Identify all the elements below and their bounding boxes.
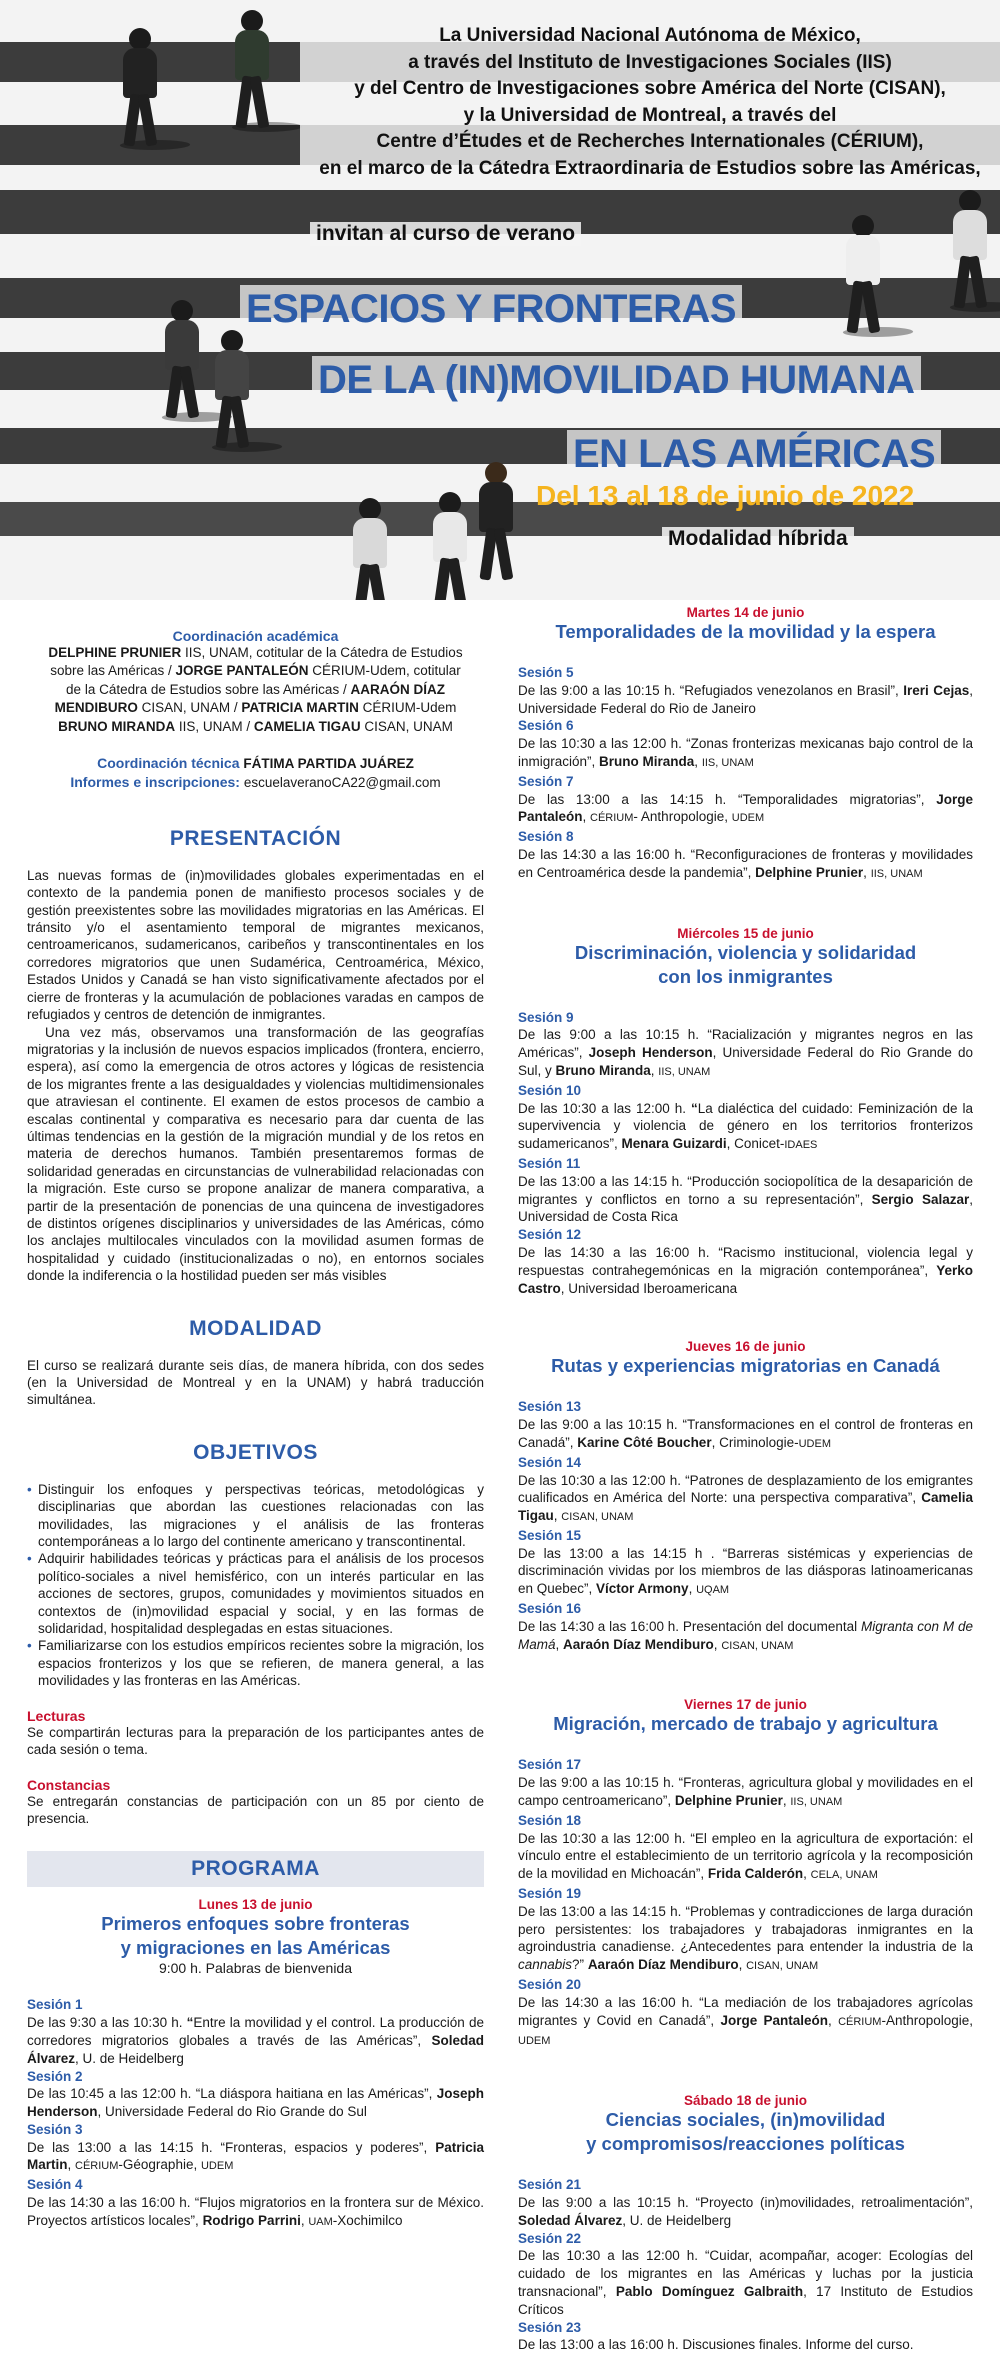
session-text-part: De las 13:00 a las 14:15 h. “Temporalidades migratorias”, [518, 791, 937, 807]
coordinator-name: MENDIBURO [54, 700, 138, 716]
session-text-part: De las 14:30 a las 16:00 h. “La mediación de los trabajadores agrícolas migrantes y Covid en Canadá”, [518, 1994, 973, 2028]
session-text-part: , Universidad Iberoamericana [560, 1280, 738, 1296]
session-text [518, 846, 973, 884]
session-label: Sesión 22 [518, 2230, 582, 2246]
coordinator-affiliation: CISAN, UNAM [360, 718, 453, 734]
day-title: Ciencias sociales, (in)movilidad [605, 2109, 886, 2131]
day-name: Jueves 16 de junio [685, 1339, 806, 1355]
hero-intro [300, 20, 1000, 185]
registration-email[interactable]: escuelaveranoCA22@gmail.com [243, 775, 441, 791]
objectives-heading: OBJETIVOS [193, 1440, 318, 1464]
day-name: Viernes 17 de junio [684, 1697, 807, 1713]
objective-item: • Adquirir habilidades teóricas y prácticas para el análisis de los procesos político-sociales a nivel hemisférico, con un interés particular en las acciones de sectores, grupos, comunidades y movimientos situados en contextos de (in)movilidad espacial y social, y en las formas de solidaridad, hospitalidad desplegadas en estas situaciones. [27, 1550, 484, 1637]
session-text-part: , [803, 1866, 811, 1882]
objective-item: • Familiarizarse con los estudios empíricos recientes sobre la migración, los espacios fronterizos y los que se refieren, de manera general, a las movilidades y las fronteras en las Américas. [27, 1637, 484, 1689]
session-text [518, 1618, 973, 1656]
institution-abbr: IIS, UNAM [870, 867, 923, 880]
session-label: Sesión 20 [518, 1977, 582, 1993]
pedestrian-figure [940, 190, 1000, 314]
session-text-part: La dialéctica del cuidado: Feminización de la supervivencia y violencia de género en los territorios fronterizos sudamericanos”, [518, 1100, 973, 1152]
session-text-part: , [863, 864, 871, 880]
session-text [518, 1244, 973, 1297]
speaker-name: Patricia Martin [27, 2139, 484, 2173]
session-text-part: , Conicet- [726, 1136, 785, 1152]
coordinator-affiliation: CISAN, UNAM / [137, 700, 242, 716]
institution-abbr: CÉRIUM [590, 812, 634, 825]
institution-abbr: UQAM [696, 1584, 730, 1597]
speaker-name: Karine Côté Boucher [577, 1434, 712, 1450]
certificates-text: Se entregarán constancias de participación con un 85 por ciento de presencia. [27, 1793, 484, 1826]
day-subtitle: 9:00 h. Palabras de bienvenida [158, 1960, 353, 1977]
session-text-part: -Xochimilco [332, 2212, 403, 2228]
session-label: Sesión 11 [518, 1155, 581, 1171]
session-text-part: De las 10:30 a las 12:00 h. “Zonas fronterizas mexicanas bajo control de la inmigración”, [518, 736, 973, 769]
coordinator-name: JORGE PANTALEÓN [175, 663, 309, 679]
speaker-name: Aaraón Díaz Mendiburo [563, 1636, 714, 1652]
session-text-part: De las 10:45 a las 12:00 h. “La diáspora haitiana en las Américas”, [27, 2086, 437, 2102]
session-text-part: De las 14:30 a las 16:00 h. “Reconfiguraciones de fronteras y movilidades en Centroamérica desde la pandemia”, [518, 846, 973, 880]
intro-line: y del Centro de Investigaciones sobre América del Norte (CISAN), [354, 78, 946, 99]
registration-info [27, 773, 484, 792]
speaker-name: Sergio Salazar [871, 1191, 970, 1207]
day-block-friday [518, 1697, 973, 2051]
session-label: Sesión 9 [518, 1009, 574, 1025]
institution-abbr: UDEM [518, 2035, 551, 2048]
program-heading: PROGRAMA [191, 1857, 320, 1881]
italic-text: cannabis [518, 1957, 573, 1973]
course-title-line-1: ESPACIOS Y FRONTERAS [240, 285, 742, 333]
session-text [518, 1100, 973, 1155]
session-label: Sesión 21 [518, 2177, 582, 2193]
day-block-wednesday [518, 926, 973, 1298]
pedestrian-figure [833, 215, 893, 339]
modality-heading: MODALIDAD [189, 1316, 322, 1340]
day-block-tuesday [518, 605, 973, 884]
session-label: Sesión 6 [518, 718, 574, 734]
session-text [518, 1774, 973, 1812]
intro-line: Centre d’Études et de Recherches Internationales (CÉRIUM), [376, 131, 924, 152]
session-text-part: , [688, 1581, 697, 1597]
session-text-part: , [555, 1636, 564, 1652]
session-text [518, 1994, 973, 2051]
session-text-part: -Géographie, [118, 2157, 201, 2173]
day-block-saturday [518, 2093, 973, 2354]
session-label: Sesión 10 [518, 1082, 582, 1098]
coordination-line [27, 681, 484, 699]
intro-box [300, 20, 1000, 185]
readings-heading: Lecturas [27, 1707, 86, 1724]
session-text-part: , Universidade Federal do Rio de Janeiro [518, 682, 973, 716]
coordinator-affiliation: sobre las Américas / [50, 663, 176, 679]
institution-abbr: CISAN, UNAM [561, 1511, 634, 1524]
session-label: Sesión 7 [518, 773, 574, 789]
spacer [518, 2156, 973, 2176]
speaker-name: Delphine Prunier [755, 864, 864, 880]
session-text [518, 1472, 973, 1527]
session-text-part: , [782, 1793, 791, 1809]
institution-abbr: CÉRIUM [838, 2015, 882, 2028]
speaker-name: Aaraón Díaz Mendiburo [587, 1957, 739, 1973]
session-text [518, 682, 973, 718]
session-text-part: -Anthropologie, [881, 2012, 974, 2028]
pedestrian-figure [222, 10, 282, 134]
session-label: Sesión 4 [27, 2177, 83, 2193]
speaker-name: “ [186, 2015, 194, 2031]
speaker-name: Jorge Pantaleón [518, 791, 973, 825]
session-text [518, 1903, 973, 1976]
speaker-name: Joseph Henderson [588, 1045, 713, 1061]
spacer [518, 989, 973, 1009]
session-text [518, 1173, 973, 1226]
coordinator-name: DELPHINE PRUNIER [48, 645, 182, 660]
session-text-part: De las 10:30 a las 12:00 h. “El empleo en la agricultura de exportación: el vínculo entre el establecimiento de un territorio agrícola y la recomposición de la movilidad en Michoacán”, [518, 1830, 973, 1882]
spacer [518, 1736, 973, 1756]
speaker-name: Joseph Henderson [27, 2086, 484, 2120]
speaker-name: Frida Calderón [707, 1866, 804, 1882]
session-text-part: De las 9:00 a las 10:15 h. “Racialización y migrantes negros en las Américas”, [518, 1027, 973, 1061]
coordination-text [27, 644, 484, 736]
session-text-part: , Universidade Federal do Rio Grande do Sul [97, 2104, 367, 2120]
session-text-part: , [553, 1508, 562, 1524]
italic-text: Migranta con M de Mamá [518, 1618, 973, 1652]
session-text-part: , 17 Instituto de Estudios Críticos [518, 2284, 973, 2317]
session-text [518, 1416, 973, 1454]
session-text-part: De las 9:00 a las 10:15 h. “Proyecto (in)movilidades, retroalimentación”, [518, 2195, 973, 2211]
spacer [518, 644, 973, 664]
institution-abbr: UDEM [798, 1437, 831, 1450]
day-title: Discriminación, violencia y solidaridad [574, 941, 917, 963]
day-title: Temporalidades de la movilidad y la espera [555, 621, 936, 642]
day-block-monday [27, 1897, 484, 2231]
session-text-part: , [300, 2212, 309, 2228]
session-label: Sesión 23 [518, 2319, 582, 2335]
session-label: Sesión 1 [27, 1997, 83, 2013]
course-title-line-3: EN LAS AMÉRICAS [567, 430, 941, 478]
presentation-paragraph-2: Una vez más, observamos una transformación de las geografías migratorias y la inclusión de nuevos espacios implicados (frontera, encierro, espera), así como la emergencia de otros actores y lógicas de resistencia de los migrantes frente a las desigualdades y violencias multidimensionales que atraviesan el continente. El examen de estos procesos de cambio a escalas continental y comparativa es necesario para dar cuenta de las últimas tendencias en la gestión de la migración mundial y de los retos en materia de derechos humanos. También presentaremos formas de solidaridad generadas en circunstancias de vulnerabilidad relacionadas con la migración. Este curso se propone analizar de manera comparativa, a partir de la presentación de ponencias de una quincena de investigadores de distintos orígenes disciplinarios y universidades de las Américas, cómo los anclajes multilocales vinculados con la movilidad asumen formas de hospitalidad y cuidado (institucionalizadas o no), en entornos sociales donde la indiferencia o la hostilidad pueden ser más visibles [27, 1024, 484, 1284]
session-label: Sesión 15 [518, 1527, 582, 1543]
coordination-line [27, 699, 484, 717]
session-text-part: , Universidade Federal do Rio Grande do Sul, y [518, 1045, 974, 1078]
speaker-name: Bruno Miranda [555, 1062, 651, 1078]
session-text-part: , [738, 1957, 747, 1973]
session-text [518, 2247, 973, 2318]
session-text-part: Entre la movilidad y el control. La producción de corredores migratorios globales a través de las Américas”, [27, 2015, 484, 2048]
session-text [518, 791, 973, 829]
session-text-part: De las 13:00 a las 14:15 h. “Producción sociopolítica de la desaparición de migrantes y conflictos en torno a su representación”, [518, 1173, 973, 1207]
session-text-part: , U. de Heidelberg [622, 2212, 732, 2228]
institution-abbr: CÉRIUM [75, 2160, 119, 2173]
objectives-list [27, 1481, 484, 1690]
coordination-heading: Coordinación académica [172, 628, 339, 644]
session-label: Sesión 18 [518, 1812, 582, 1828]
session-text [518, 2336, 973, 2354]
session-text-part: De las 13:00 a las 16:00 h. Discusiones finales. Informe del curso. [518, 2337, 914, 2353]
certificates-heading: Constancias [27, 1776, 111, 1793]
coordinator-name: CAMELIA TIGAU [253, 718, 361, 734]
intro-line: y la Universidad de Montreal, a través del [463, 104, 837, 126]
session-label: Sesión 19 [518, 1886, 582, 1902]
session-text-part: De las 13:00 a las 14:15 h. “Fronteras, espacios y poderes”, [27, 2139, 436, 2155]
institution-abbr: UDEM [731, 812, 765, 825]
institution-abbr: UDEM [200, 2160, 234, 2173]
session-text [518, 1545, 973, 1600]
day-title: Migración, mercado de trabajo y agricultura [553, 1713, 938, 1735]
day-name: Sábado 18 de junio [683, 2093, 808, 2109]
institution-abbr: IIS, UNAM [701, 756, 754, 769]
program-heading-bar [27, 1851, 484, 1887]
course-title-line-2: DE LA (IN)MOVILIDAD HUMANA [312, 356, 921, 404]
modality-label: Modalidad híbrida [662, 527, 854, 551]
coordinator-name: PATRICIA MARTIN [241, 700, 359, 716]
speaker-name: Rodrigo Parrini [202, 2212, 301, 2228]
session-label: Sesión 8 [518, 829, 574, 845]
session-text-part: , Criminologie- [711, 1434, 799, 1450]
session-text-part: , [828, 2012, 839, 2028]
coordinator-name: AARAÓN DÍAZ [350, 681, 445, 697]
session-label: Sesión 5 [518, 665, 574, 680]
session-text [518, 2194, 973, 2230]
speaker-name: Ireri Cejas [903, 682, 970, 698]
pedestrian-figure [340, 498, 400, 600]
readings-text: Se compartirán lecturas para la preparación de los participantes antes de cada sesión o tema. [27, 1724, 484, 1758]
institution-abbr: CISAN, UNAM [721, 1639, 794, 1652]
registration-label: Informes e inscripciones: [70, 774, 244, 791]
hero-banner [0, 0, 1000, 600]
session-text-part: , U. de Heidelberg [75, 2050, 184, 2066]
session-text-part: De las 14:30 a las 16:00 h. Presentación del documental [518, 1618, 861, 1634]
session-label: Sesión 17 [518, 1757, 582, 1773]
session-label: Sesión 16 [518, 1601, 582, 1617]
pedestrian-figure [466, 462, 526, 586]
session-text-part: De las 9:00 a las 10:15 h. “Fronteras, agricultura global y movilidades en el campo centroamericano”, [518, 1775, 973, 1809]
objective-item: • Distinguir los enfoques y perspectivas teóricas, metodológicas y disciplinarias que abordan las cuestiones relacionadas con las movilidades, las migraciones y el análisis de las fronteras contemporáneas a lo largo del continente americano y transcontinental. [27, 1481, 484, 1551]
session-text-part: De las 14:30 a las 16:00 h. “Flujos migratorios en la frontera sur de México. Proyectos artísticos locales”, [27, 2195, 484, 2228]
session-text-part: De las 10:30 a las 12:00 h. “Patrones de desplazamiento de los emigrantes cualificados en América del Norte: una perspectiva comparativa”, [518, 1472, 973, 1506]
session-text [518, 735, 973, 773]
coordination-line [27, 644, 484, 662]
intro-line: La Universidad Nacional Autónoma de México, [439, 25, 861, 46]
session-text-part: , [650, 1062, 659, 1078]
session-text-part: , [582, 809, 591, 825]
day-title: y compromisos/reacciones políticas [586, 2133, 905, 2155]
speaker-name: Soledad Álvarez [518, 2212, 623, 2228]
session-text [27, 2014, 484, 2067]
coordinator-affiliation: de la Cátedra de Estudios sobre las Américas / [66, 681, 351, 697]
speaker-name: “ [690, 1100, 698, 1116]
institution-abbr: UAM [308, 2215, 333, 2228]
session-text [27, 2085, 484, 2121]
session-text-part: - Anthropologie, [633, 809, 732, 825]
day-name: Martes 14 de junio [686, 605, 805, 620]
session-text-part: , [694, 753, 702, 769]
spacer [27, 1976, 484, 1996]
coordinator-affiliation: IIS, UNAM / [175, 718, 254, 734]
institution-abbr: CISAN, UNAM [746, 1960, 819, 1973]
institution-abbr: IIS, UNAM [790, 1796, 843, 1809]
session-text [518, 1026, 973, 1081]
spacer [518, 1378, 973, 1398]
speaker-name: Víctor Armony [596, 1581, 689, 1597]
session-text [27, 2194, 484, 2232]
intro-line: en el marco de la Cátedra Extraordinaria de Estudios sobre las Américas, [319, 157, 981, 179]
day-title: y migraciones en las Américas [120, 1937, 391, 1959]
speaker-name: Yerko Castro [518, 1262, 973, 1296]
session-text-part: De las 13:00 a las 14:15 h. “Problemas y contradicciones de larga duración pero persistentes: los trabajadores y trabajadoras inmigrantes en la agroindustria canadiense. ¿Antecedentes para entender la industria de la [518, 1903, 973, 1955]
pedestrian-figure [202, 330, 262, 454]
right-column [518, 605, 973, 2354]
technical-coordination [27, 754, 484, 773]
coordination-line [27, 662, 484, 680]
session-text-part: , Universidad de Costa Rica [518, 1191, 973, 1225]
intro-line: a través del Instituto de Investigaciones Sociales (IIS) [408, 51, 892, 73]
speaker-name: Camelia Tigau [518, 1490, 973, 1524]
session-text [518, 1830, 973, 1885]
technical-coordination-name: FÁTIMA PARTIDA JUÁREZ [243, 756, 414, 772]
day-title: Rutas y experiencias migratorias en Canadá [551, 1355, 940, 1377]
coordinator-affiliation: IIS, UNAM, cotitular de la Cátedra de Estudios [181, 645, 463, 660]
coordinator-affiliation: CÉRIUM-Udem, cotitular [308, 663, 461, 679]
session-label: Sesión 3 [27, 2121, 83, 2137]
technical-coordination-label: Coordinación técnica [97, 755, 244, 772]
session-text-part: De las 13:00 a las 14:15 h . “Barreras sistémicas y experiencias de discriminación vividas por los miembros de las diásporas latinoamericanas en Quebec”, [518, 1545, 973, 1597]
presentation-heading: PRESENTACIÓN [169, 826, 342, 850]
institution-abbr: CELA, UNAM [810, 1869, 878, 1882]
left-column [27, 628, 484, 2232]
day-title: con los inmigrantes [658, 965, 833, 987]
session-text-part: De las 10:30 a las 12:00 h. [518, 1100, 691, 1116]
speaker-name: Menara Guizardi [621, 1136, 727, 1152]
session-text-part: , [67, 2157, 76, 2173]
coordination-line [27, 718, 484, 736]
speaker-name: Soledad Álvarez [27, 2032, 484, 2066]
session-text-part: De las 10:30 a las 12:00 h. “Cuidar, acompañar, acoger: Ecologías del cuidado de los migrantes en las Américas y luchas por la justicia transnacional”, [518, 2248, 973, 2299]
institution-abbr: IDAES [784, 1139, 818, 1152]
speaker-name: Delphine Prunier [674, 1793, 783, 1809]
session-text-part: De las 9:00 a las 10:15 h. “Transformaciones en el control de fronteras en Canadá”, [518, 1417, 973, 1450]
day-name: Lunes 13 de junio [198, 1897, 313, 1913]
modality-text: El curso se realizará durante seis días, de manera híbrida, con dos sedes (en la Universidad de Montreal y en la UNAM) y habrá traducción simultánea. [27, 1357, 484, 1408]
day-name: Miércoles 15 de junio [677, 925, 814, 941]
coordinator-affiliation: CÉRIUM-Udem [358, 700, 457, 716]
session-text [27, 2139, 484, 2177]
session-label: Sesión 13 [518, 1399, 582, 1415]
pedestrian-figure [110, 28, 170, 152]
day-block-thursday [518, 1339, 973, 1655]
presentation-paragraph-1: Las nuevas formas de (in)movilidades globales experimentadas en el contexto de la pandemia ponen de manifiesto procesos sociales y de gestión preexistentes sobre las movilidades migratorias en las Américas. El tránsito y/o el asentamiento temporal de migrantes mexicanos, centroamericanos, sudamericanos, caribeños y transcontinentales en los corredores migratorios que unen Sudamérica, Centroamérica, México, Estados Unidos y Canadá se han visto significativamente afectados por el cierre de fronteras y la acumulación de poblaciones varadas en campos de refugiados y centros de detención de inmigrantes. [27, 867, 484, 1023]
speaker-name: Pablo Domínguez Galbraith [615, 2284, 804, 2299]
session-label: Sesión 14 [518, 1454, 582, 1470]
session-text-part: De las 9:00 a las 10:15 h. “Refugiados venezolanos en Brasil”, [518, 682, 904, 698]
session-text-part: De las 14:30 a las 16:00 h. “Racismo institucional, violencia legal y respuestas contrahegemónicas en la migración contemporánea”, [518, 1244, 973, 1278]
session-label: Sesión 2 [27, 2068, 83, 2084]
course-dates: Del 13 al 18 de junio de 2022 [536, 480, 915, 511]
session-text-part: De las 9:30 a las 10:30 h. [27, 2015, 187, 2031]
speaker-name: Jorge Pantaleón [720, 2012, 829, 2028]
invitation-text: invitan al curso de verano [310, 222, 581, 246]
session-text-part: , [713, 1636, 722, 1652]
session-label: Sesión 12 [518, 1227, 582, 1243]
institution-abbr: IIS, UNAM [658, 1065, 711, 1078]
day-title: Primeros enfoques sobre fronteras [101, 1913, 410, 1935]
speaker-name: Bruno Miranda [599, 753, 695, 769]
coordinator-name: BRUNO MIRANDA [58, 718, 176, 734]
session-text-part: ?” [572, 1957, 588, 1973]
